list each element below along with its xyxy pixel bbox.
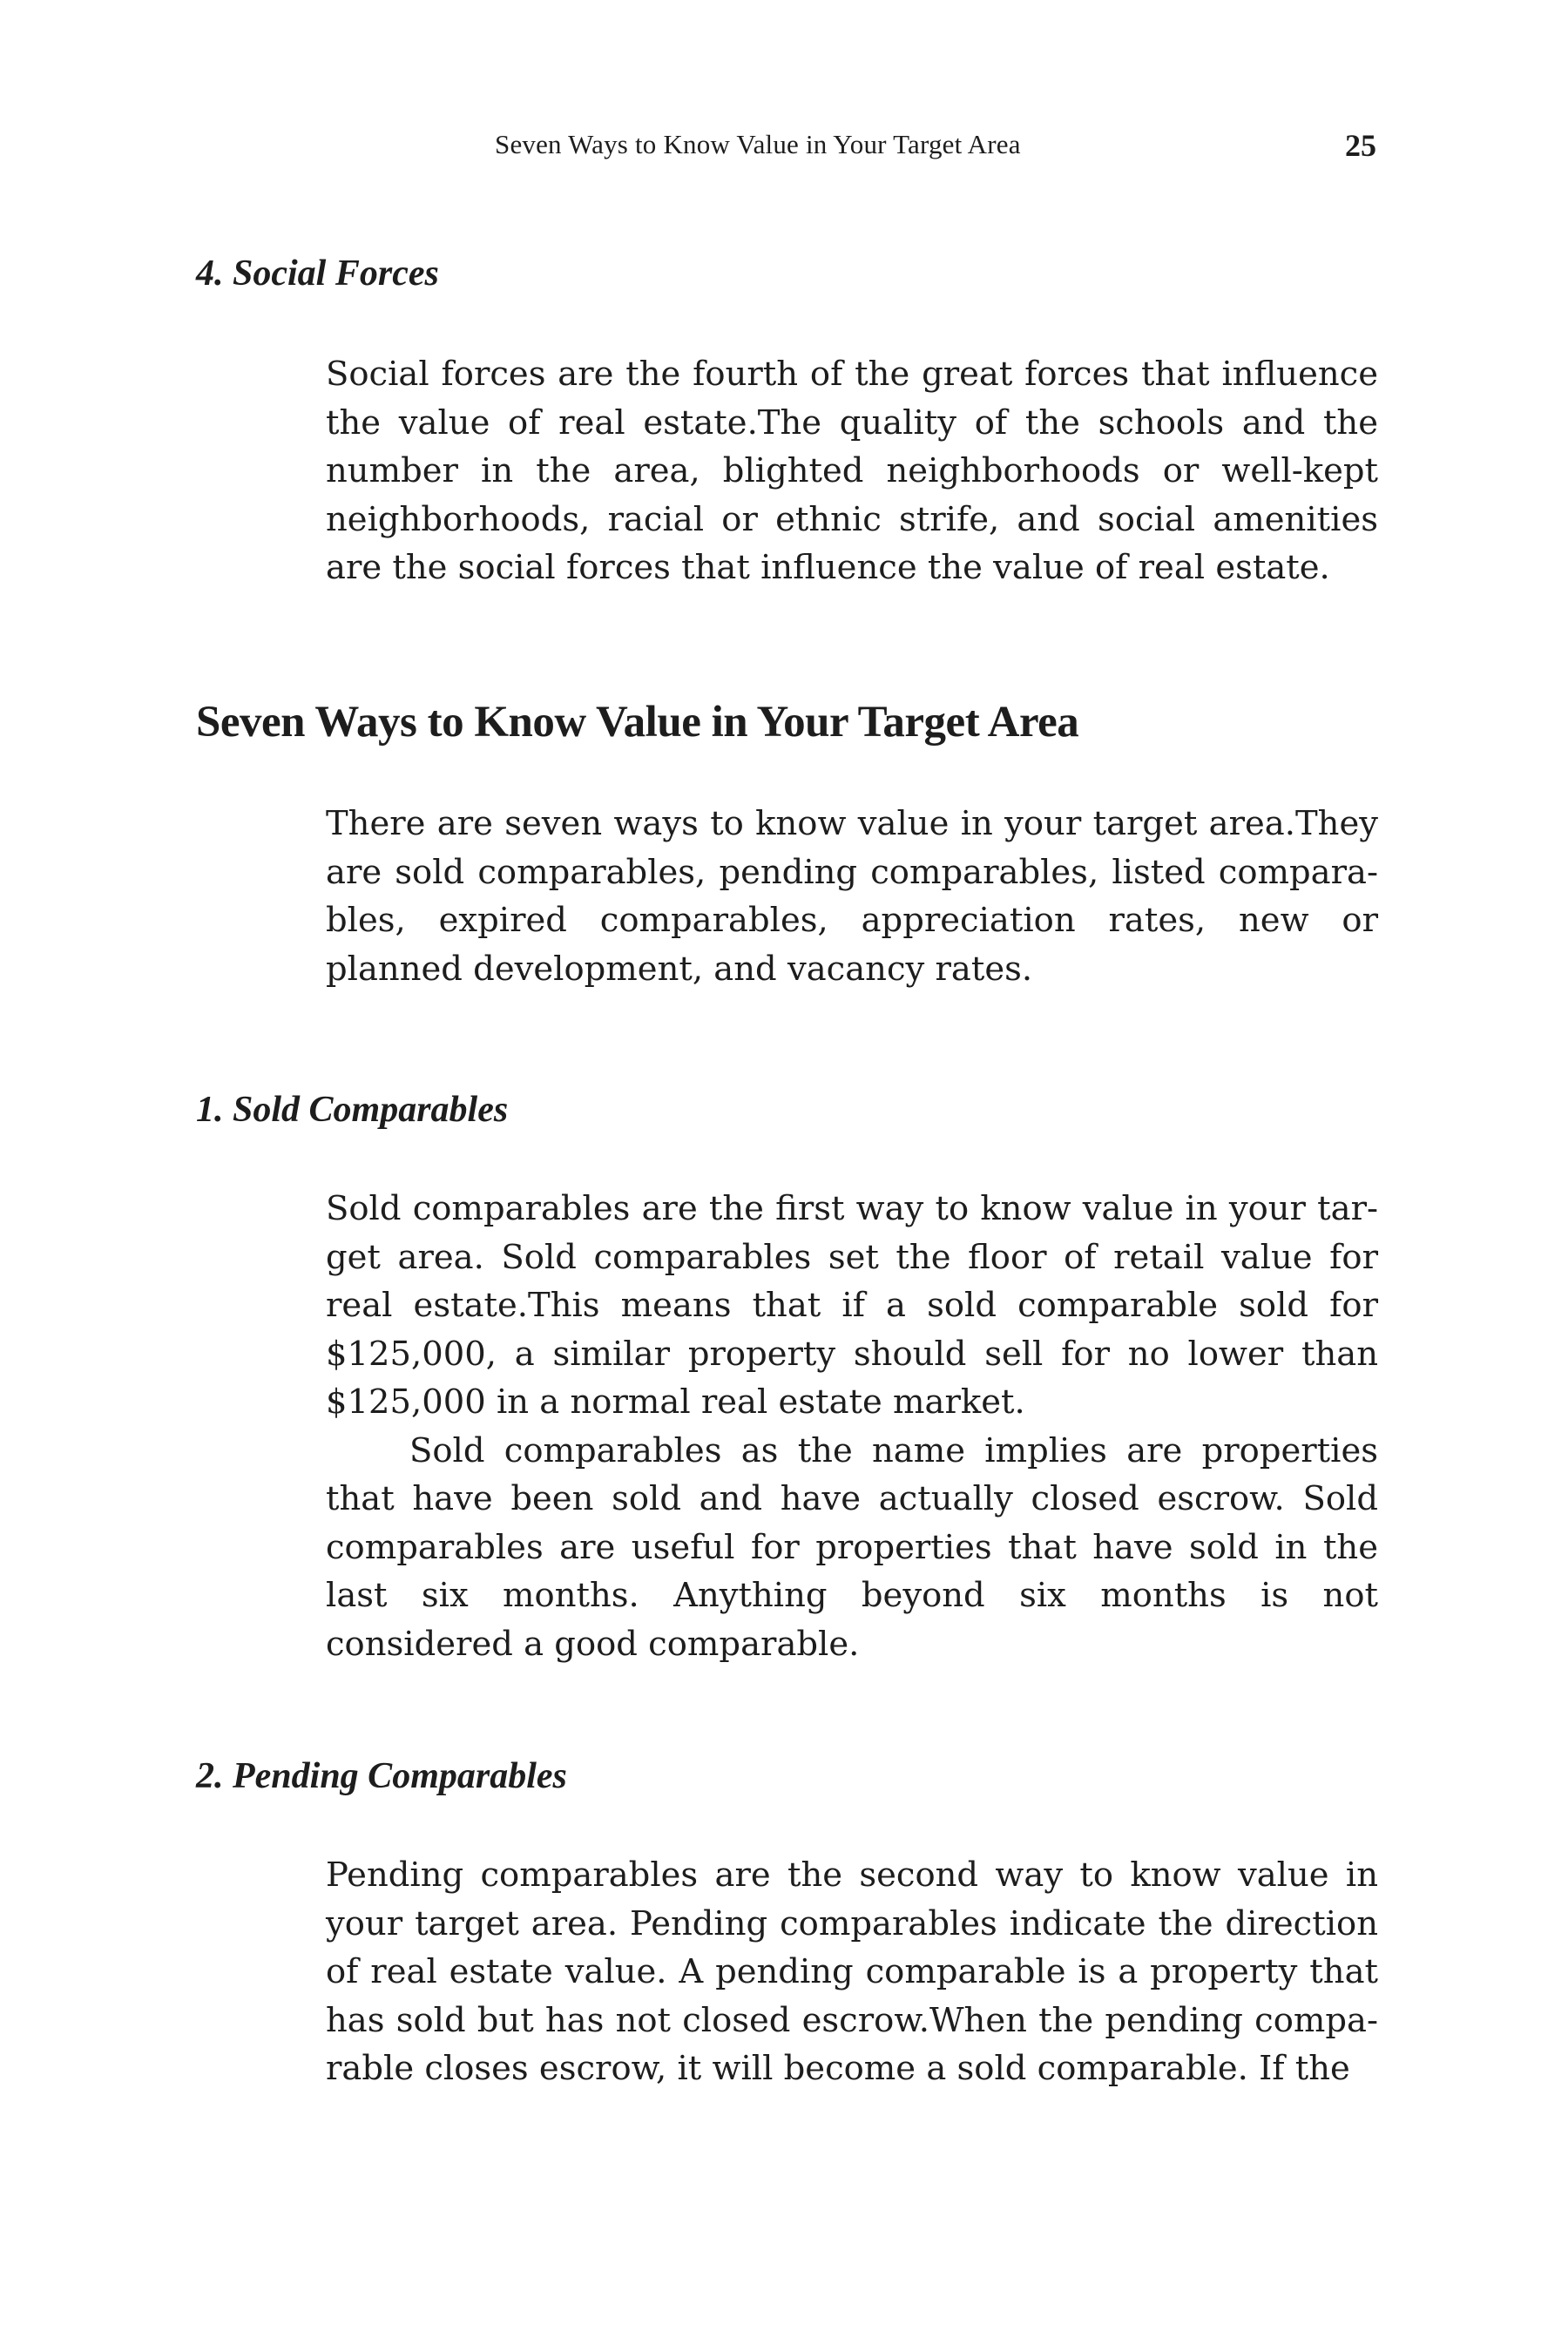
sold-comparables-body — [326, 1185, 1378, 1668]
paragraph: There are seven ways to know value in your target area.They are sold comparables, pending comparables, listed comparables, expired comparables, appreciation rates, new or planned development, and vacancy rates. — [326, 804, 1378, 989]
heading-sold-comparables: 1. Sold Comparables — [196, 1090, 509, 1130]
pending-comparables-body — [326, 1851, 1378, 2093]
social-forces-body — [326, 350, 1378, 592]
heading-social-forces: 4. Social Forces — [196, 253, 439, 294]
running-head: Seven Ways to Know Value in Your Target Area — [495, 129, 1021, 159]
paragraph: Pending comparables are the second way to know value in your target area. Pending comparables indicate the direction of real estate value. A pending comparable is a property that has sold but has not closed escrow.When the pending comparable closes escrow, it will become a sold comparable. If the — [326, 1855, 1378, 2088]
paragraph: Sold comparables are the first way to know value in your target area. Sold comparables set the floor of retail value for real estate.This means that if a sold comparable sold for $125,000, a similar property should sell for no lower than $125,000 in a normal real estate market. — [326, 1189, 1378, 1422]
paragraph: Sold comparables as the name implies are properties that have been sold and have actually closed escrow. Sold comparables are useful for properties that have sold in the last six months. Anything beyond six months is not considered a good comparable. — [326, 1430, 1378, 1664]
seven-ways-body — [326, 800, 1378, 993]
page-number: 25 — [1345, 128, 1376, 163]
paragraph: Social forces are the fourth of the great forces that influence the value of real estate.The quality of the schools and the number in the area, blighted neighborhoods or well-kept neighborhoods, racial or ethnic strife, and social amenities are the social forces that influence the value of real estate. — [326, 355, 1378, 587]
heading-seven-ways: Seven Ways to Know Value in Your Target Area — [196, 698, 1079, 747]
heading-pending-comparables: 2. Pending Comparables — [196, 1756, 567, 1796]
